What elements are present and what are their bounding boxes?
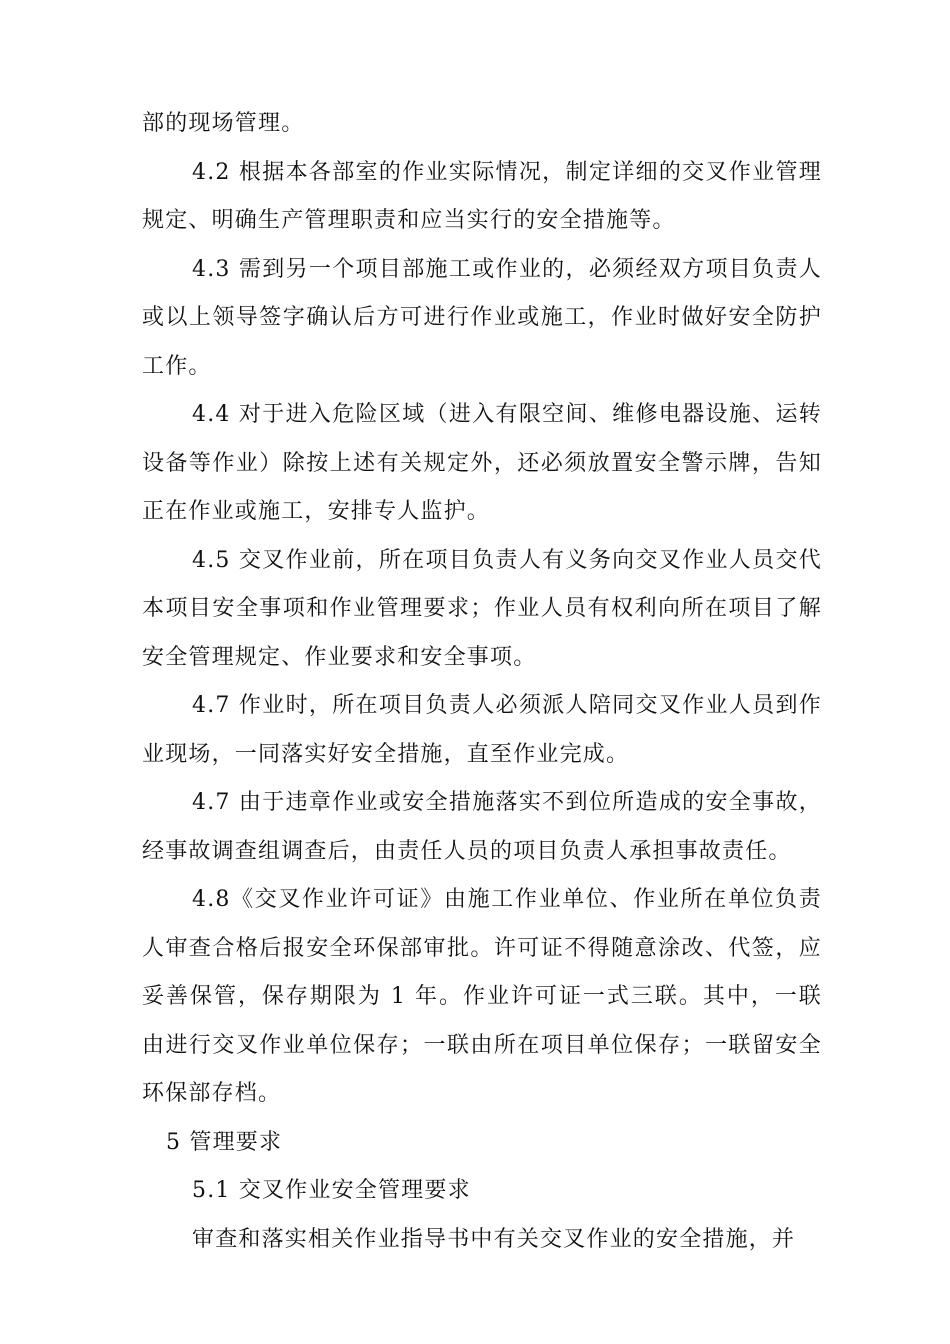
paragraph-continuation: 部的现场管理。 [142,111,305,136]
paragraph-4-3: 4.3 需到另一个项目部施工或作业的，必须经双方项目负责人或以上领导签字确认后方可进行作业或施工，作业时做好安全防护工作。 [142,256,822,379]
document-body [142,100,822,1264]
paragraph-4-8: 4.8《交叉作业许可证》由施工作业单位、作业所在单位负责人审查合格后报安全环保部审批。许可证不得随意涂改、代签，应妥善保管，保存期限为 1 年。作业许可证一式三联。其中，一联由进行交叉作业单位保存；一联由所在项目单位保存；一联留安全环保部存档。 [142,887,822,1106]
paragraph-4-4: 4.4 对于进入危险区域（进入有限空间、维修电器设施、运转设备等作业）除按上述有关规定外，还必须放置安全警示牌，告知正在作业或施工，安排专人监护。 [142,402,822,524]
paragraph-4-5: 4.5 交叉作业前，所在项目负责人有义务向交叉作业人员交代本项目安全事项和作业管理要求；作业人员有权利向所在项目了解安全管理规定、作业要求和安全事项。 [142,547,822,670]
section-heading-5: 5 管理要求 [166,1129,283,1155]
subsection-heading-5-1: 5.1 交叉作业安全管理要求 [192,1178,471,1203]
paragraph-4-2: 4.2 根据本各部室的作业实际情况，制定详细的交叉作业管理规定、明确生产管理职责和应当实行的安全措施等。 [142,159,822,233]
paragraph-4-7-a: 4.7 作业时，所在项目负责人必须派人陪同交叉作业人员到作业现场，一同落实好安全措施，直至作业完成。 [142,693,822,767]
paragraph-5-1-body: 审查和落实相关作业指导书中有关交叉作业的安全措施，并 [192,1226,796,1252]
paragraph-4-7-b: 4.7 由于违章作业或安全措施落实不到位所造成的安全事故，经事故调查组调查后，由责任人员的项目负责人承担事故责任。 [142,790,822,864]
